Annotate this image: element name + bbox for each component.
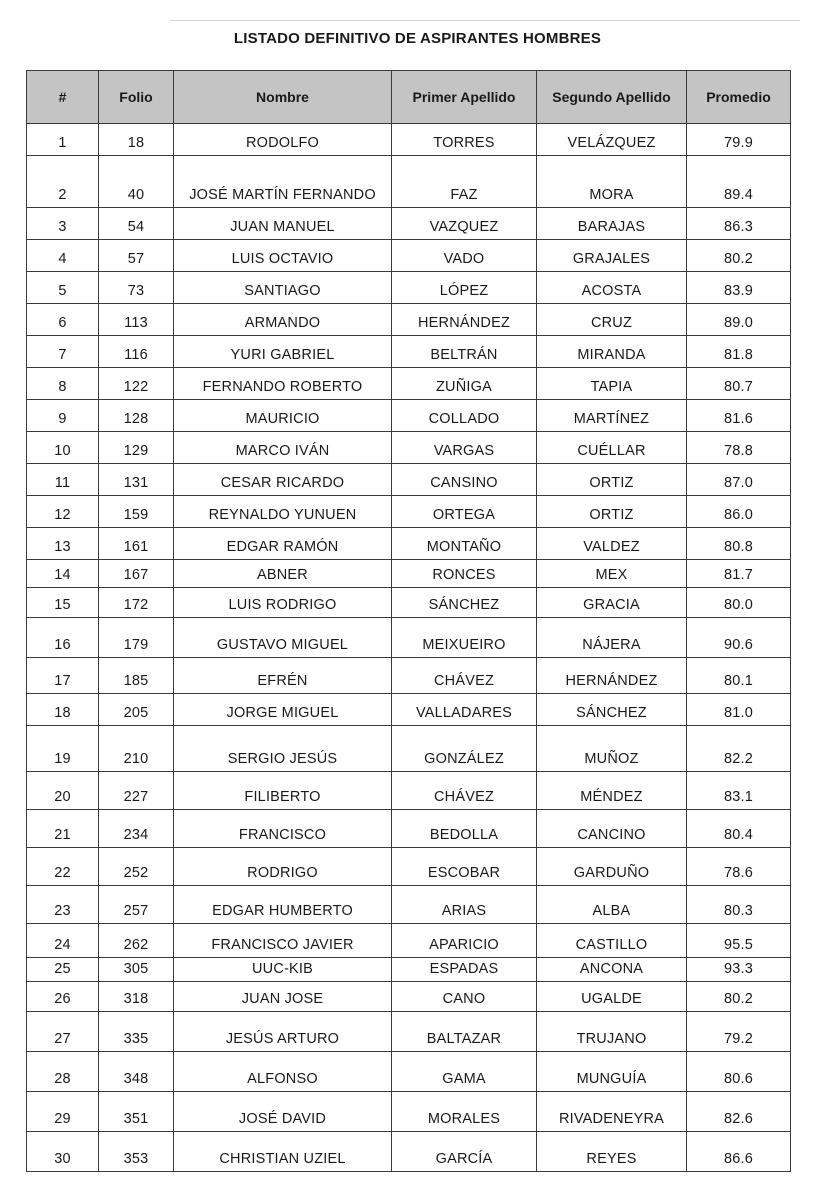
cell-number: 20 — [27, 772, 99, 810]
cell-second-surname: MÉNDEZ — [537, 772, 687, 810]
cell-first-surname: MONTAÑO — [392, 528, 537, 560]
cell-number: 1 — [27, 124, 99, 156]
table-row — [27, 304, 791, 336]
cell-second-surname: RIVADENEYRA — [537, 1092, 687, 1132]
table-row — [27, 810, 791, 848]
table-row — [27, 1012, 791, 1052]
cell-average: 82.6 — [687, 1092, 791, 1132]
cell-second-surname: ORTIZ — [537, 464, 687, 496]
cell-number: 21 — [27, 810, 99, 848]
cell-folio: 353 — [99, 1132, 174, 1172]
cell-folio: 351 — [99, 1092, 174, 1132]
cell-first-surname: GARCÍA — [392, 1132, 537, 1172]
cell-first-surname: TORRES — [392, 124, 537, 156]
cell-first-surname: ORTEGA — [392, 496, 537, 528]
table-row — [27, 694, 791, 726]
cell-name: JESÚS ARTURO — [174, 1012, 392, 1052]
cell-average: 79.9 — [687, 124, 791, 156]
cell-number: 12 — [27, 496, 99, 528]
cell-average: 81.6 — [687, 400, 791, 432]
cell-second-surname: ORTIZ — [537, 496, 687, 528]
cell-name: EDGAR RAMÓN — [174, 528, 392, 560]
cell-second-surname: HERNÁNDEZ — [537, 658, 687, 694]
cell-average: 83.9 — [687, 272, 791, 304]
cell-folio: 205 — [99, 694, 174, 726]
cell-folio: 335 — [99, 1012, 174, 1052]
cell-folio: 185 — [99, 658, 174, 694]
cell-first-surname: GAMA — [392, 1052, 537, 1092]
table-row — [27, 496, 791, 528]
table-row — [27, 772, 791, 810]
cell-folio: 129 — [99, 432, 174, 464]
cell-folio: 18 — [99, 124, 174, 156]
cell-number: 28 — [27, 1052, 99, 1092]
scan-edge-line — [170, 20, 800, 21]
cell-number: 2 — [27, 156, 99, 208]
cell-folio: 73 — [99, 272, 174, 304]
column-header-name: Nombre — [174, 71, 392, 124]
table-row — [27, 958, 791, 982]
cell-name: JUAN JOSE — [174, 982, 392, 1012]
cell-folio: 348 — [99, 1052, 174, 1092]
cell-number: 6 — [27, 304, 99, 336]
table-body — [27, 124, 791, 1172]
cell-first-surname: FAZ — [392, 156, 537, 208]
cell-second-surname: MUNGUÍA — [537, 1052, 687, 1092]
cell-average: 81.8 — [687, 336, 791, 368]
table-row — [27, 658, 791, 694]
cell-first-surname: GONZÁLEZ — [392, 726, 537, 772]
cell-name: GUSTAVO MIGUEL — [174, 618, 392, 658]
table-row — [27, 400, 791, 432]
cell-first-surname: BALTAZAR — [392, 1012, 537, 1052]
cell-average: 80.6 — [687, 1052, 791, 1092]
cell-first-surname: CANO — [392, 982, 537, 1012]
cell-second-surname: GRACIA — [537, 588, 687, 618]
cell-average: 86.6 — [687, 1132, 791, 1172]
cell-folio: 167 — [99, 560, 174, 588]
cell-folio: 54 — [99, 208, 174, 240]
cell-name: FRANCISCO — [174, 810, 392, 848]
cell-folio: 131 — [99, 464, 174, 496]
cell-number: 26 — [27, 982, 99, 1012]
cell-first-surname: BELTRÁN — [392, 336, 537, 368]
cell-second-surname: GARDUÑO — [537, 848, 687, 886]
cell-folio: 122 — [99, 368, 174, 400]
cell-number: 25 — [27, 958, 99, 982]
table-row — [27, 924, 791, 958]
cell-name: ALFONSO — [174, 1052, 392, 1092]
cell-second-surname: REYES — [537, 1132, 687, 1172]
cell-number: 16 — [27, 618, 99, 658]
cell-folio: 159 — [99, 496, 174, 528]
cell-name: JOSÉ MARTÍN FERNANDO — [174, 156, 392, 208]
cell-name: RODRIGO — [174, 848, 392, 886]
header-row — [27, 71, 791, 124]
cell-average: 80.2 — [687, 982, 791, 1012]
cell-number: 9 — [27, 400, 99, 432]
cell-folio: 262 — [99, 924, 174, 958]
table-row — [27, 618, 791, 658]
cell-second-surname: CUÉLLAR — [537, 432, 687, 464]
cell-average: 80.4 — [687, 810, 791, 848]
cell-average: 78.6 — [687, 848, 791, 886]
cell-average: 87.0 — [687, 464, 791, 496]
cell-second-surname: TRUJANO — [537, 1012, 687, 1052]
applicants-table — [26, 70, 791, 1172]
cell-first-surname: CANSINO — [392, 464, 537, 496]
table-row — [27, 432, 791, 464]
cell-name: MARCO IVÁN — [174, 432, 392, 464]
column-header-folio: Folio — [99, 71, 174, 124]
cell-name: ABNER — [174, 560, 392, 588]
cell-average: 89.0 — [687, 304, 791, 336]
cell-first-surname: LÓPEZ — [392, 272, 537, 304]
cell-number: 27 — [27, 1012, 99, 1052]
cell-second-surname: CANCINO — [537, 810, 687, 848]
cell-second-surname: MUÑOZ — [537, 726, 687, 772]
document-title: LISTADO DEFINITIVO DE ASPIRANTES HOMBRES — [233, 30, 602, 47]
cell-name: JOSÉ DAVID — [174, 1092, 392, 1132]
cell-number: 4 — [27, 240, 99, 272]
cell-first-surname: MORALES — [392, 1092, 537, 1132]
cell-first-surname: BEDOLLA — [392, 810, 537, 848]
cell-average: 86.0 — [687, 496, 791, 528]
cell-average: 83.1 — [687, 772, 791, 810]
cell-folio: 161 — [99, 528, 174, 560]
cell-number: 23 — [27, 886, 99, 924]
table-row — [27, 886, 791, 924]
cell-name: LUIS OCTAVIO — [174, 240, 392, 272]
cell-second-surname: VELÁZQUEZ — [537, 124, 687, 156]
cell-folio: 40 — [99, 156, 174, 208]
cell-average: 80.2 — [687, 240, 791, 272]
cell-second-surname: UGALDE — [537, 982, 687, 1012]
cell-second-surname: TAPIA — [537, 368, 687, 400]
cell-folio: 57 — [99, 240, 174, 272]
cell-first-surname: CHÁVEZ — [392, 772, 537, 810]
cell-average: 80.3 — [687, 886, 791, 924]
cell-name: JORGE MIGUEL — [174, 694, 392, 726]
cell-number: 22 — [27, 848, 99, 886]
cell-folio: 116 — [99, 336, 174, 368]
cell-first-surname: COLLADO — [392, 400, 537, 432]
cell-second-surname: VALDEZ — [537, 528, 687, 560]
cell-first-surname: RONCES — [392, 560, 537, 588]
table-row — [27, 1092, 791, 1132]
cell-first-surname: APARICIO — [392, 924, 537, 958]
cell-name: FERNANDO ROBERTO — [174, 368, 392, 400]
cell-name: SERGIO JESÚS — [174, 726, 392, 772]
cell-folio: 179 — [99, 618, 174, 658]
cell-name: SANTIAGO — [174, 272, 392, 304]
cell-average: 80.0 — [687, 588, 791, 618]
cell-number: 11 — [27, 464, 99, 496]
cell-name: LUIS RODRIGO — [174, 588, 392, 618]
cell-second-surname: NÁJERA — [537, 618, 687, 658]
cell-average: 80.1 — [687, 658, 791, 694]
cell-folio: 128 — [99, 400, 174, 432]
cell-average: 82.2 — [687, 726, 791, 772]
cell-name: ARMANDO — [174, 304, 392, 336]
cell-name: FRANCISCO JAVIER — [174, 924, 392, 958]
cell-folio: 227 — [99, 772, 174, 810]
table-row — [27, 240, 791, 272]
table-row — [27, 982, 791, 1012]
cell-first-surname: CHÁVEZ — [392, 658, 537, 694]
cell-first-surname: VAZQUEZ — [392, 208, 537, 240]
cell-first-surname: ESCOBAR — [392, 848, 537, 886]
cell-second-surname: CRUZ — [537, 304, 687, 336]
table-row — [27, 208, 791, 240]
cell-number: 19 — [27, 726, 99, 772]
cell-first-surname: SÁNCHEZ — [392, 588, 537, 618]
cell-number: 10 — [27, 432, 99, 464]
cell-second-surname: ANCONA — [537, 958, 687, 982]
cell-number: 13 — [27, 528, 99, 560]
cell-folio: 210 — [99, 726, 174, 772]
table-row — [27, 528, 791, 560]
column-header-second-surname: Segundo Apellido — [537, 71, 687, 124]
cell-second-surname: BARAJAS — [537, 208, 687, 240]
table-row — [27, 124, 791, 156]
column-header-average: Promedio — [687, 71, 791, 124]
cell-average: 90.6 — [687, 618, 791, 658]
cell-first-surname: VARGAS — [392, 432, 537, 464]
cell-first-surname: ZUÑIGA — [392, 368, 537, 400]
cell-number: 18 — [27, 694, 99, 726]
table-row — [27, 726, 791, 772]
table-row — [27, 588, 791, 618]
cell-number: 3 — [27, 208, 99, 240]
table-row — [27, 1052, 791, 1092]
cell-name: CHRISTIAN UZIEL — [174, 1132, 392, 1172]
cell-folio: 172 — [99, 588, 174, 618]
cell-name: EDGAR HUMBERTO — [174, 886, 392, 924]
cell-folio: 113 — [99, 304, 174, 336]
cell-average: 89.4 — [687, 156, 791, 208]
cell-average: 79.2 — [687, 1012, 791, 1052]
cell-folio: 234 — [99, 810, 174, 848]
cell-average: 81.0 — [687, 694, 791, 726]
cell-folio: 257 — [99, 886, 174, 924]
cell-average: 78.8 — [687, 432, 791, 464]
cell-average: 95.5 — [687, 924, 791, 958]
table-row — [27, 156, 791, 208]
cell-name: JUAN MANUEL — [174, 208, 392, 240]
cell-first-surname: ESPADAS — [392, 958, 537, 982]
cell-name: FILIBERTO — [174, 772, 392, 810]
table-header — [27, 71, 791, 124]
cell-first-surname: MEIXUEIRO — [392, 618, 537, 658]
cell-name: UUC-KIB — [174, 958, 392, 982]
table-row — [27, 272, 791, 304]
table-row — [27, 336, 791, 368]
cell-number: 15 — [27, 588, 99, 618]
cell-average: 93.3 — [687, 958, 791, 982]
cell-name: REYNALDO YUNUEN — [174, 496, 392, 528]
cell-name: CESAR RICARDO — [174, 464, 392, 496]
cell-second-surname: MIRANDA — [537, 336, 687, 368]
cell-name: EFRÉN — [174, 658, 392, 694]
cell-second-surname: MARTÍNEZ — [537, 400, 687, 432]
table-row — [27, 560, 791, 588]
cell-first-surname: VALLADARES — [392, 694, 537, 726]
cell-average: 80.8 — [687, 528, 791, 560]
cell-number: 24 — [27, 924, 99, 958]
cell-second-surname: SÁNCHEZ — [537, 694, 687, 726]
cell-first-surname: ARIAS — [392, 886, 537, 924]
table-row — [27, 464, 791, 496]
column-header-first-surname: Primer Apellido — [392, 71, 537, 124]
cell-average: 86.3 — [687, 208, 791, 240]
column-header-number: # — [27, 71, 99, 124]
cell-second-surname: MORA — [537, 156, 687, 208]
table-row — [27, 848, 791, 886]
cell-name: MAURICIO — [174, 400, 392, 432]
cell-first-surname: HERNÁNDEZ — [392, 304, 537, 336]
cell-first-surname: VADO — [392, 240, 537, 272]
cell-folio: 318 — [99, 982, 174, 1012]
cell-second-surname: CASTILLO — [537, 924, 687, 958]
cell-second-surname: ALBA — [537, 886, 687, 924]
cell-number: 8 — [27, 368, 99, 400]
cell-name: YURI GABRIEL — [174, 336, 392, 368]
table-row — [27, 1132, 791, 1172]
cell-folio: 252 — [99, 848, 174, 886]
cell-number: 30 — [27, 1132, 99, 1172]
cell-number: 29 — [27, 1092, 99, 1132]
cell-number: 17 — [27, 658, 99, 694]
cell-number: 5 — [27, 272, 99, 304]
cell-second-surname: ACOSTA — [537, 272, 687, 304]
cell-folio: 305 — [99, 958, 174, 982]
cell-second-surname: MEX — [537, 560, 687, 588]
cell-number: 7 — [27, 336, 99, 368]
cell-number: 14 — [27, 560, 99, 588]
table-row — [27, 368, 791, 400]
cell-second-surname: GRAJALES — [537, 240, 687, 272]
cell-name: RODOLFO — [174, 124, 392, 156]
cell-average: 80.7 — [687, 368, 791, 400]
cell-average: 81.7 — [687, 560, 791, 588]
